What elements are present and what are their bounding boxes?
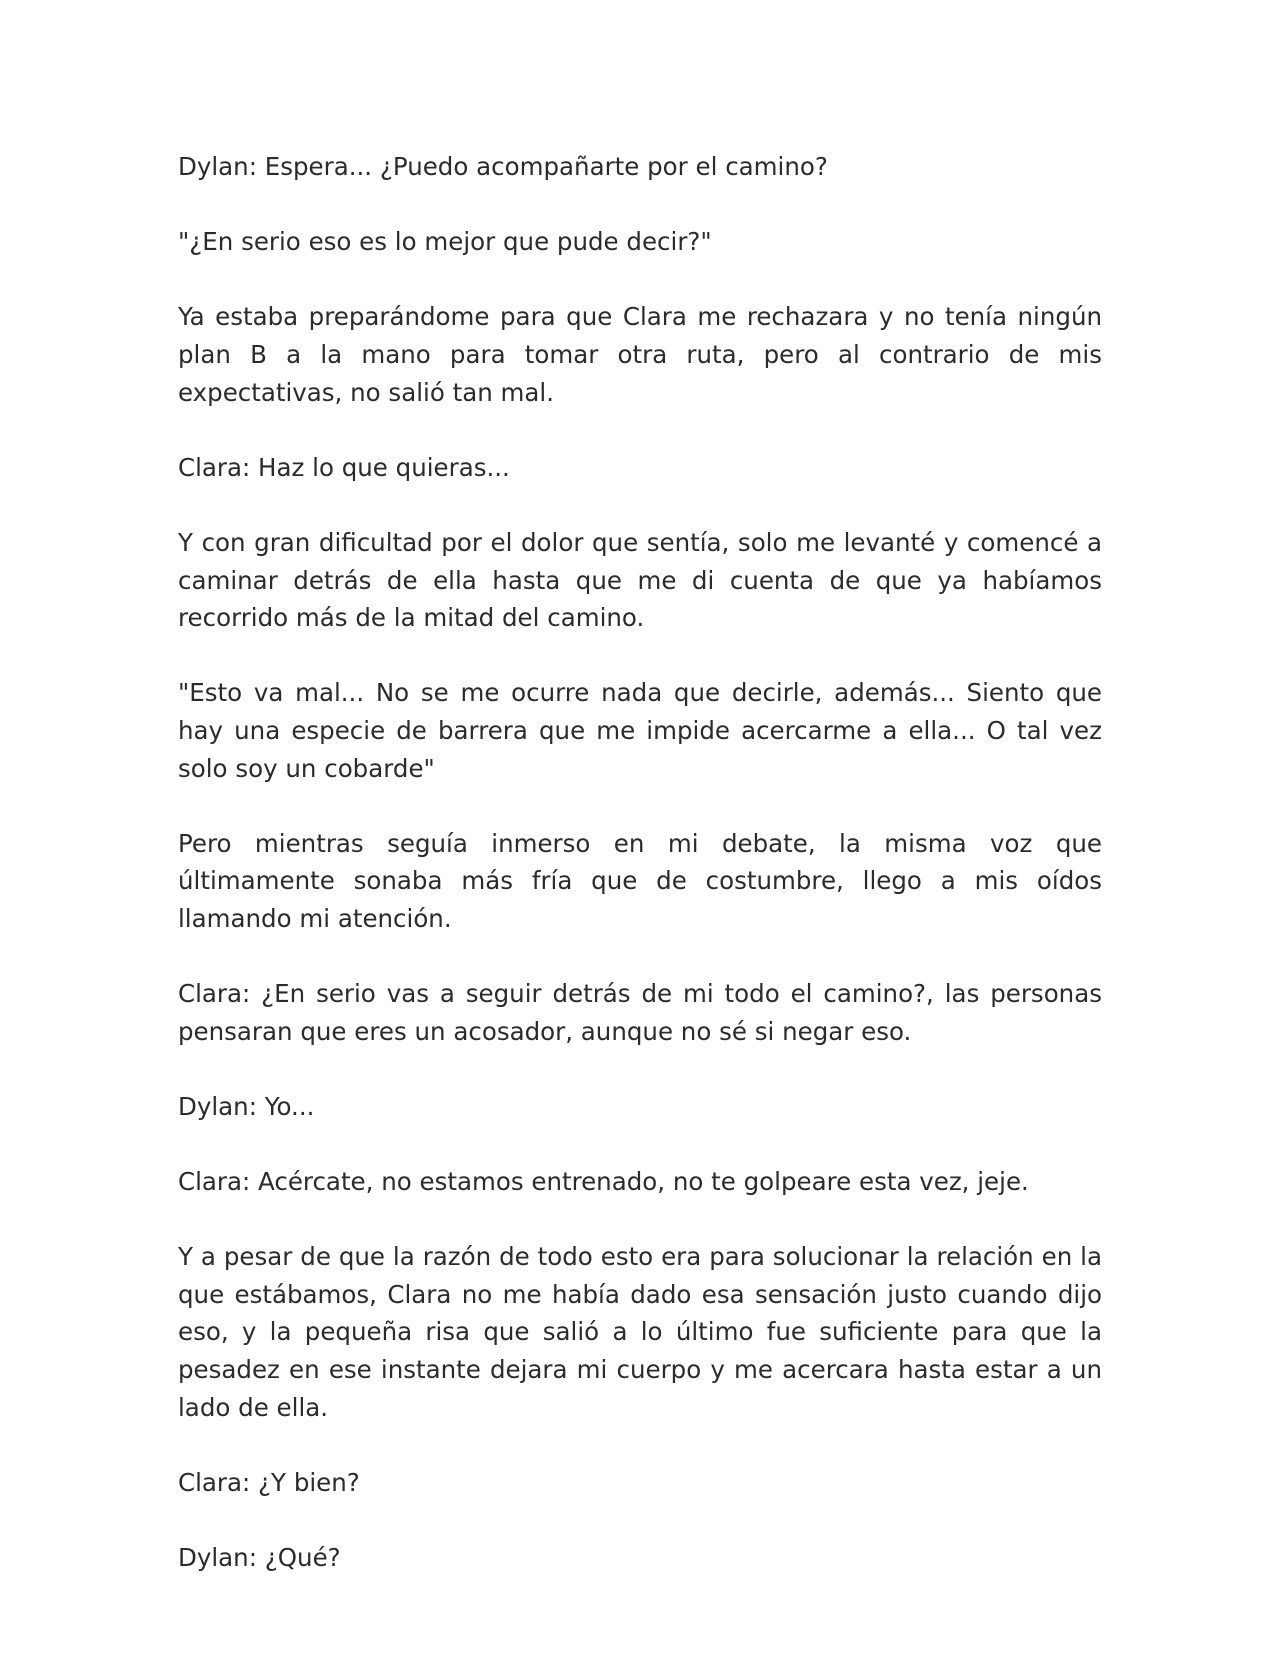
thought-line: "¿En serio eso es lo mejor que pude decir?" bbox=[178, 227, 712, 257]
dialogue-line: Clara: ¿Y bien? bbox=[178, 1467, 360, 1497]
narration-paragraph: Pero mientras seguía inmerso en mi debate, la misma voz que últimamente sonaba más fría que de costumbre, llego a mis oídos llamando mi atención. bbox=[178, 828, 1102, 933]
narration-paragraph: Y con gran dificultad por el dolor que sentía, solo me levanté y comencé a caminar detrás de ella hasta que me di cuenta de que ya habíamos recorrido más de la mitad del camino. bbox=[178, 527, 1102, 633]
dialogue-line: Dylan: Yo... bbox=[178, 1091, 315, 1121]
thought-paragraph: "Esto va mal... No se me ocurre nada que decirle, además... Siento que hay una especie de barrera que me impide acercarme a ella... O tal vez solo soy un cobarde" bbox=[178, 678, 1102, 783]
narration-paragraph: Y a pesar de que la razón de todo esto era para solucionar la relación en la que estábamos, Clara no me había dado esa sensación justo cuando dijo eso, y la pequeña risa que salió a lo último fue suficiente para que la pesadez en ese instante dejara mi cuerpo y me acercara hasta estar a un lado de ella. bbox=[178, 1242, 1102, 1422]
dialogue-line: Dylan: ¿Qué? bbox=[178, 1542, 341, 1572]
dialogue-paragraph: Clara: ¿En serio vas a seguir detrás de mi todo el camino?, las personas pensaran que eres un acosador, aunque no sé si negar eso. bbox=[178, 979, 1102, 1046]
document-page bbox=[178, 148, 1102, 1614]
dialogue-line: Clara: Acércate, no estamos entrenado, no te golpeare esta vez, jeje. bbox=[178, 1167, 1029, 1197]
dialogue-line: Clara: Haz lo que quieras... bbox=[178, 452, 510, 482]
narration-paragraph: Ya estaba preparándome para que Clara me rechazara y no tenía ningún plan B a la mano para tomar otra ruta, pero al contrario de mis expectativas, no salió tan mal. bbox=[178, 302, 1102, 407]
dialogue-line: Dylan: Espera... ¿Puedo acompañarte por el camino? bbox=[178, 152, 828, 181]
